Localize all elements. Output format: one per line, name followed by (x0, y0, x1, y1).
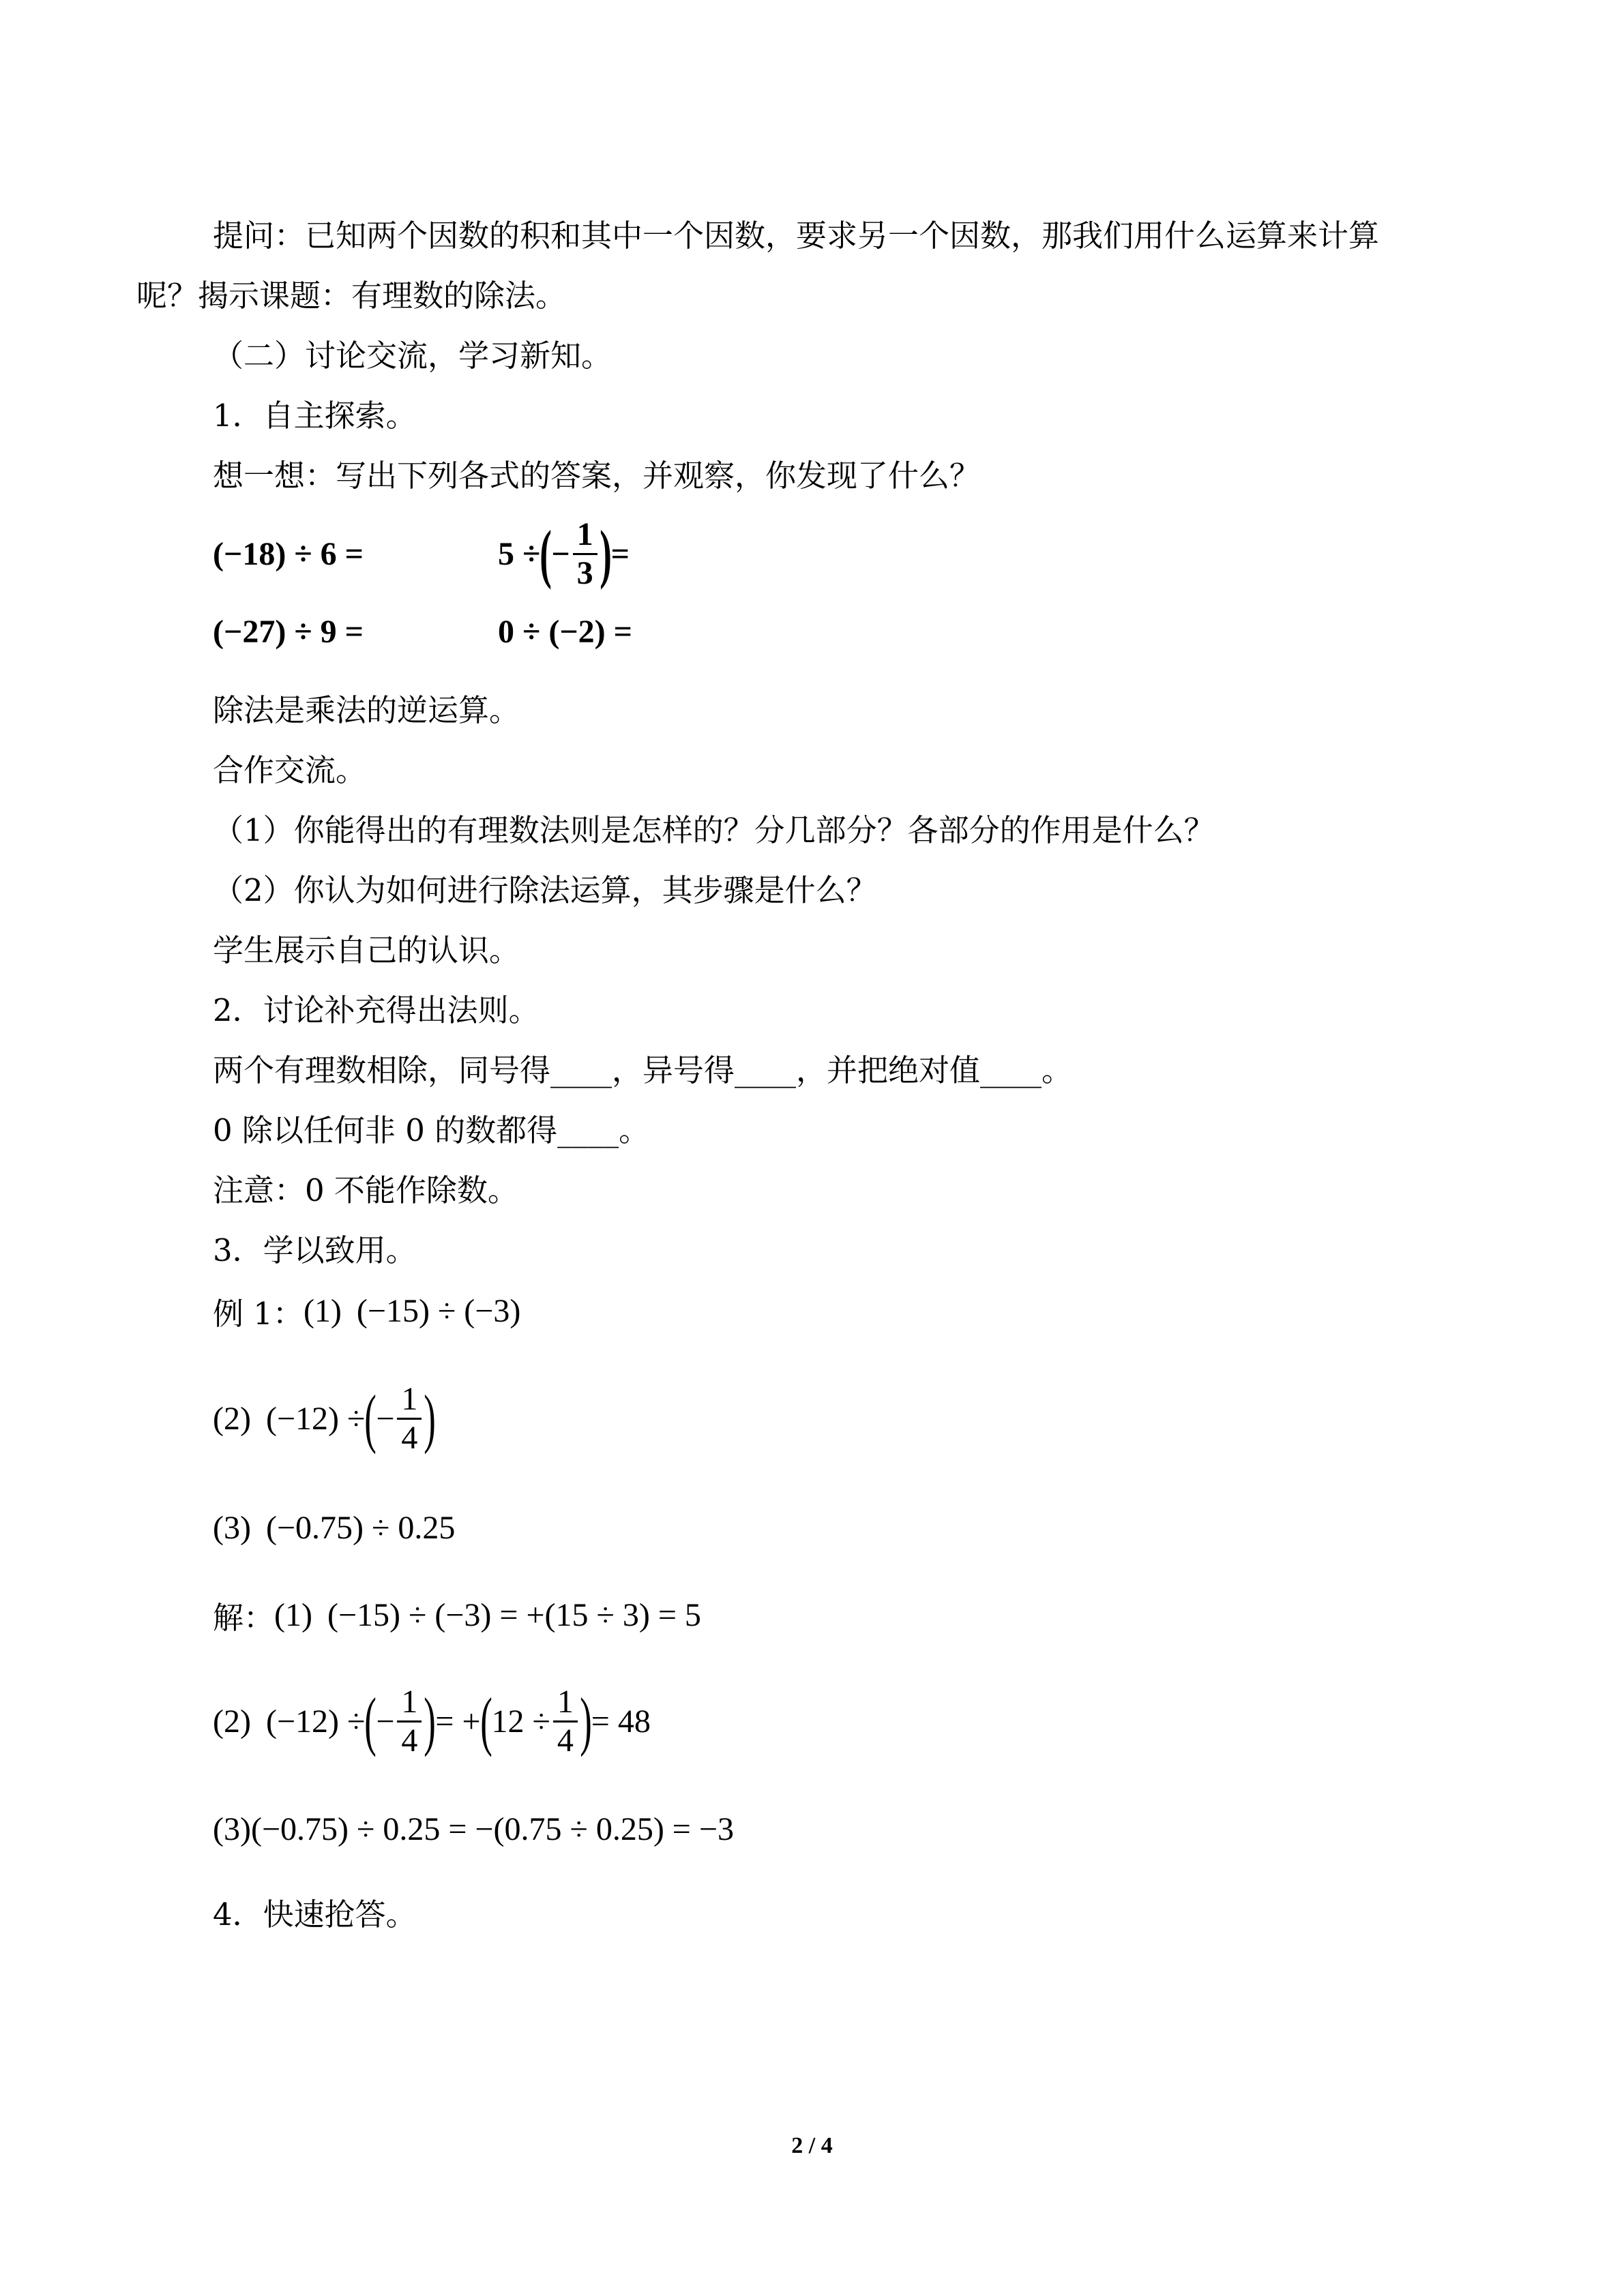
fraction-one-quarter (397, 1381, 422, 1457)
exercise-2-lead: 5 ÷ (498, 535, 541, 572)
fraction-one-third (573, 516, 597, 592)
item-quick-answer: 4．快速抢答。 (213, 1896, 417, 1933)
paren-close: ) (424, 1684, 437, 1757)
solution-1-expression: (−15) ÷ (−3) = +(15 ÷ 3) = 5 (327, 1596, 701, 1633)
example-1-index: (1) (303, 1292, 342, 1329)
fraction-denominator: 3 (576, 554, 593, 591)
section-heading-discussion: （二）讨论交流，学习新知。 (213, 338, 612, 374)
example-label: 例 1： (213, 1295, 304, 1332)
solution-part-1 (213, 1574, 701, 1656)
solution-part-3 (213, 1788, 734, 1870)
student-show: 学生展示自己的认识。 (213, 932, 520, 968)
solution-2-minus: − (376, 1703, 395, 1740)
exercise-3: (−27) ÷ 9 = (213, 613, 364, 650)
solution-2-inner: 12 ÷ (491, 1703, 550, 1740)
solution-3-expression: (3)(−0.75) ÷ 0.25 = −(0.75 ÷ 0.25) = −3 (213, 1810, 734, 1847)
rule-division-signs: 两个有理数相除，同号得____，异号得____，并把绝对值____。 (213, 1052, 1073, 1088)
rule-zero-dividend: 0 除以任何非 0 的数都得____。 (213, 1112, 650, 1148)
exercise-2-minus: − (551, 535, 570, 572)
solution-2-index: (2) (213, 1703, 251, 1740)
paren-close: ) (599, 517, 612, 590)
item-apply: 3．学以致用。 (213, 1232, 417, 1268)
exercise-4: 0 ÷ (−2) = (498, 613, 633, 650)
solution-2-lead: (−12) ÷ (265, 1703, 366, 1740)
solution-2-result: = 48 (591, 1703, 651, 1740)
item-discuss-rule: 2．讨论补充得出法则。 (213, 992, 540, 1028)
example-2-minus: − (376, 1400, 395, 1437)
cooperation-heading: 合作交流。 (213, 752, 367, 788)
fraction-one-quarter (553, 1684, 578, 1759)
solution-label: 解： (213, 1599, 275, 1636)
exercise-row-2 (213, 591, 632, 672)
item-self-explore: 1．自主探索。 (213, 398, 417, 434)
paragraph-question-line1: 提问：已知两个因数的积和其中一个因数，要求另一个因数，那我们用什么运算来计算 (213, 218, 1380, 254)
fraction-denominator: 4 (401, 1419, 418, 1456)
paren-close: ) (424, 1382, 437, 1455)
example-1-expression: (−15) ÷ (−3) (356, 1292, 521, 1329)
exercise-1: (−18) ÷ 6 = (213, 535, 364, 572)
example-part-2 (213, 1377, 435, 1459)
paragraph-question-line2: 呢？揭示课题：有理数的除法。 (136, 278, 567, 314)
example-2-index: (2) (213, 1400, 251, 1437)
example-2-lead: (−12) ÷ (265, 1400, 366, 1437)
page-number: 2 / 4 (791, 2133, 833, 2158)
example-part-1 (213, 1270, 520, 1352)
exercise-row-1 (213, 513, 630, 595)
fraction-numerator: 1 (573, 516, 597, 555)
exercise-2-equals: = (610, 535, 630, 572)
think-prompt: 想一想：写出下列各式的答案，并观察，你发现了什么？ (213, 458, 981, 494)
question-1: （1）你能得出的有理数法则是怎样的？分几部分？各部分的作用是什么？ (213, 812, 1215, 848)
paren-open: ( (540, 517, 552, 590)
fraction-numerator: 1 (397, 1684, 422, 1723)
fraction-one-quarter (397, 1684, 422, 1759)
solution-1-index: (1) (274, 1596, 312, 1633)
question-2: （2）你认为如何进行除法运算，其步骤是什么？ (213, 872, 877, 908)
paren-open: ( (479, 1684, 492, 1757)
paren-open: ( (364, 1684, 377, 1757)
example-part-3 (213, 1487, 455, 1568)
solution-part-2 (213, 1680, 651, 1762)
paren-open: ( (364, 1382, 377, 1455)
solution-2-mid: = + (435, 1703, 481, 1740)
fraction-denominator: 4 (401, 1722, 418, 1759)
inverse-statement: 除法是乘法的逆运算。 (213, 692, 520, 728)
fraction-numerator: 1 (397, 1381, 422, 1420)
paren-close: ) (580, 1684, 592, 1757)
fraction-numerator: 1 (553, 1684, 578, 1723)
fraction-denominator: 4 (557, 1722, 574, 1759)
example-3-index: (3) (213, 1509, 251, 1546)
example-3-expression: (−0.75) ÷ 0.25 (265, 1509, 456, 1546)
note-zero-divisor: 注意：0 不能作除数。 (213, 1172, 518, 1208)
